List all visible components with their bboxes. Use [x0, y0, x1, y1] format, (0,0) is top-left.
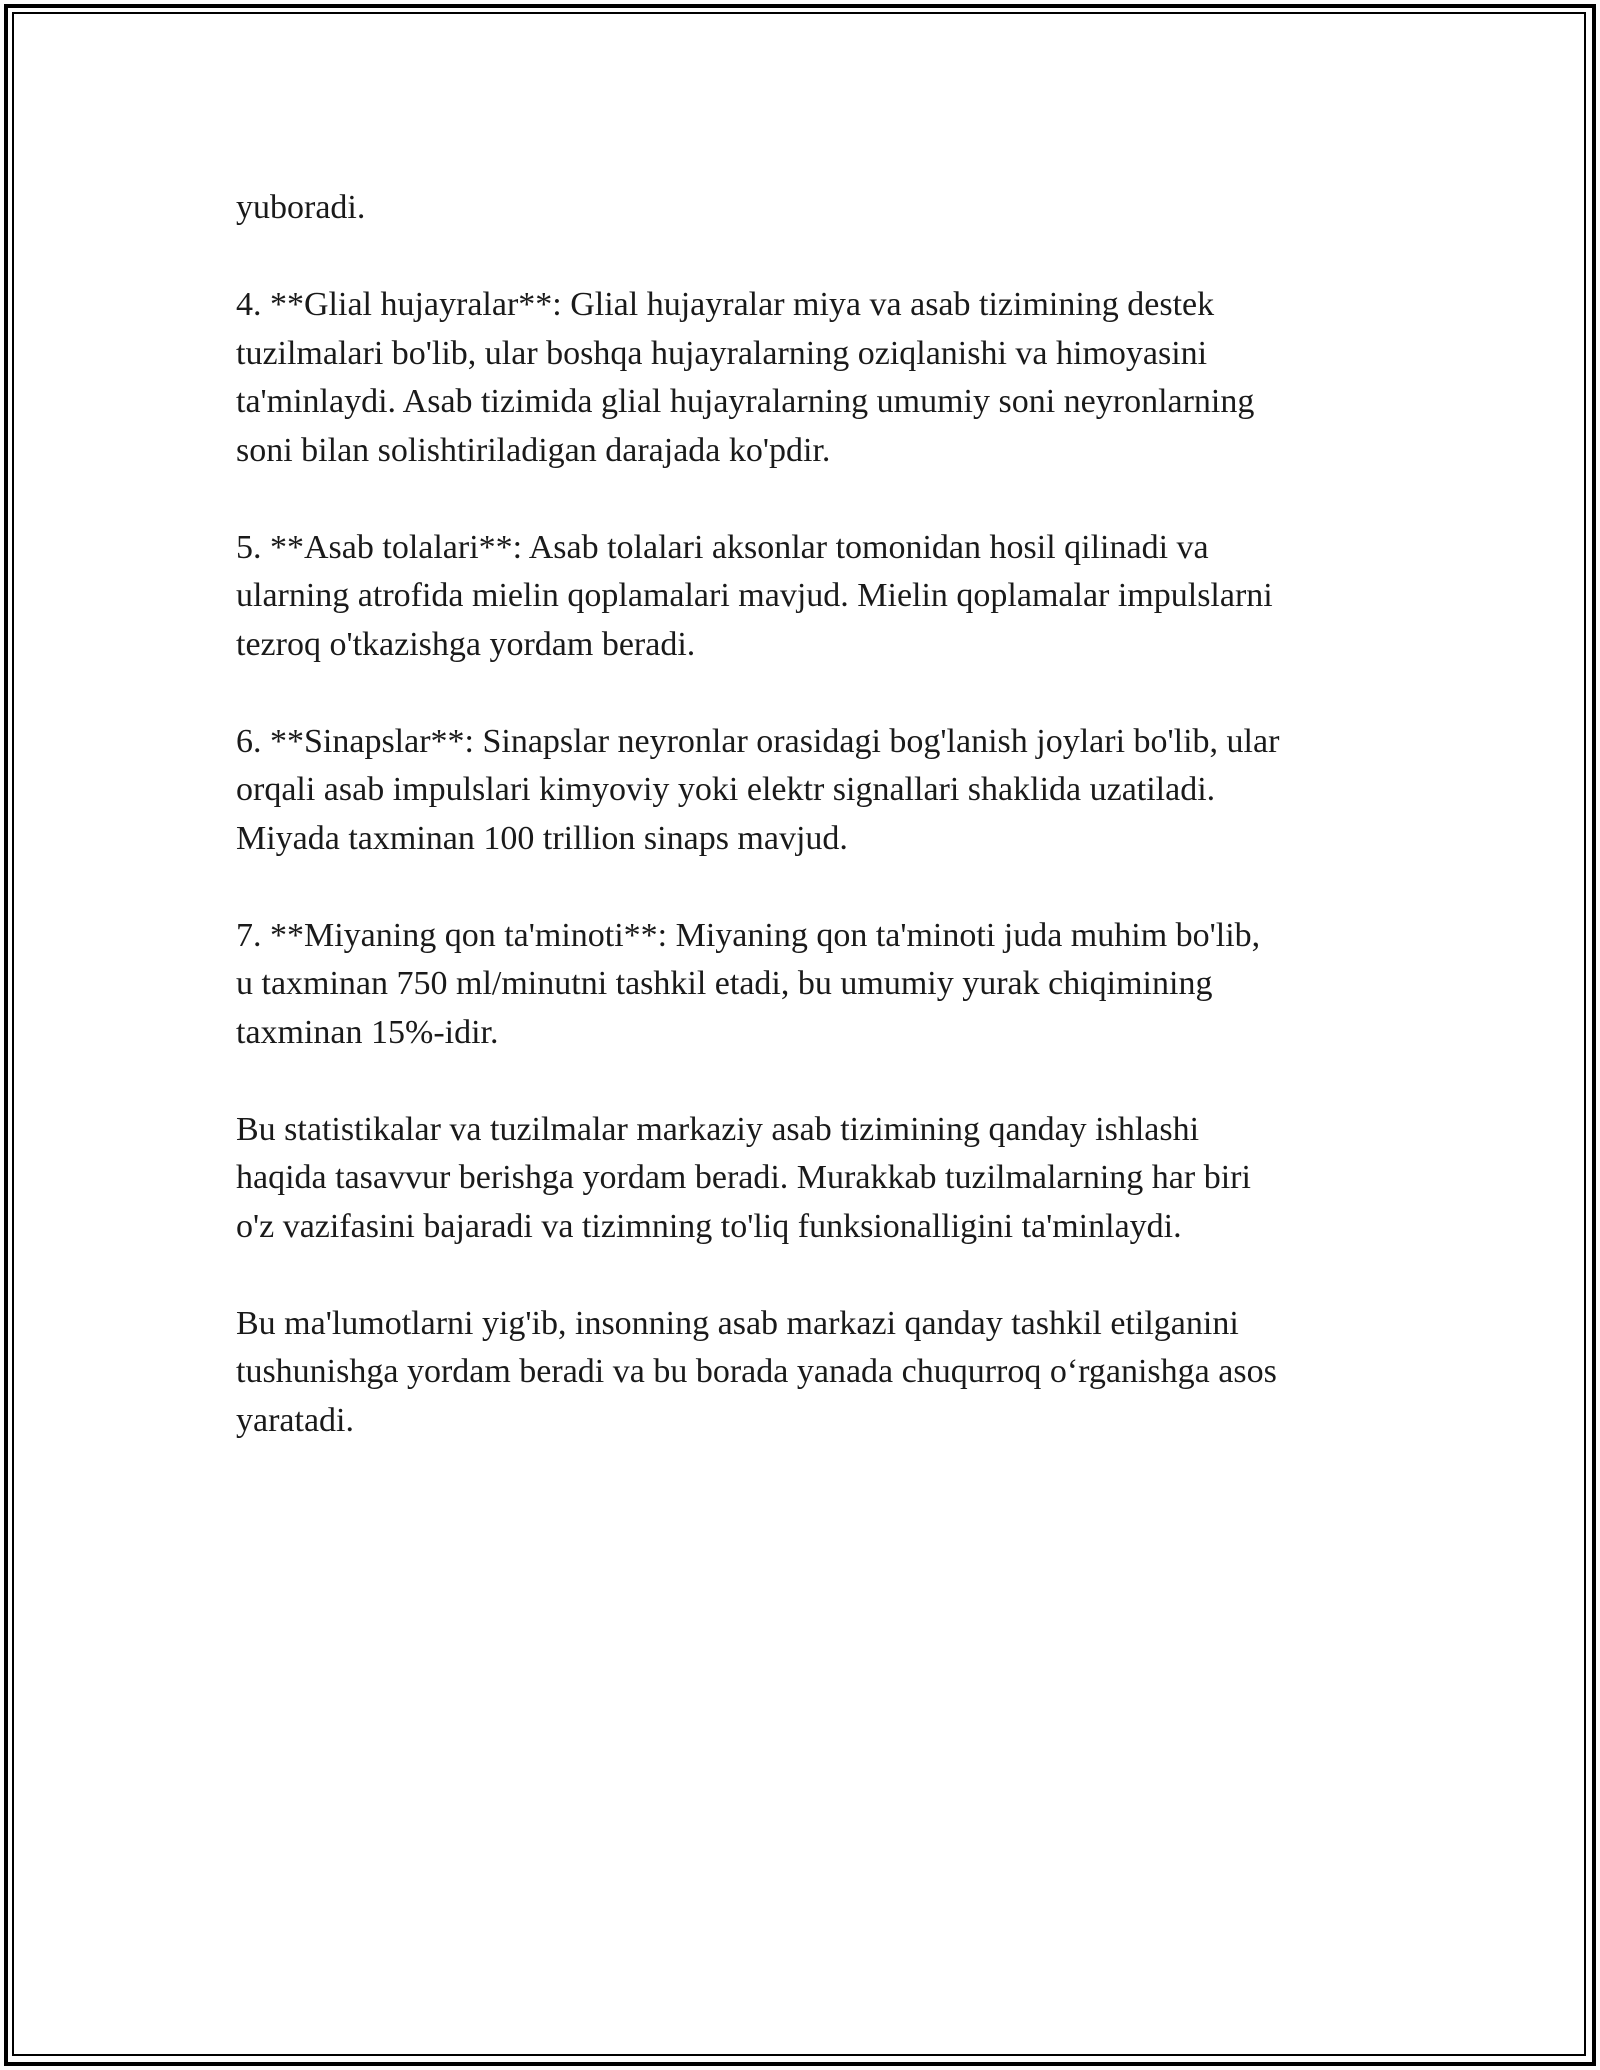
paragraph-continuation: yuboradi. [236, 189, 366, 226]
paragraph-glial-cells: 4. **Glial hujayralar**: Glial hujayralar miya va asab tizimining destek tuzilmalari bo'lib, ular boshqa hujayralarning oziqlanishi va himoyasini ta'minlaydi. Asab tizimida glial hujayralarning umumiy soni neyronlarning soni bilan solishtiriladigan darajada ko'pdir. [236, 286, 1255, 469]
paragraph-summary: Bu statistikalar va tuzilmalar markaziy asab tizimining qanday ishlashi haqida tasavvur berishga yordam beradi. Murakkab tuzilmalarning har biri o'z vazifasini bajaradi va tizimning to'liq funksionalligini ta'minlaydi. [236, 1110, 1251, 1245]
paragraph-blood-supply: 7. **Miyaning qon ta'minoti**: Miyaning qon ta'minoti juda muhim bo'lib, u taxminan 750 ml/minutni tashkil etadi, bu umumiy yurak chiqimining taxminan 15%-idir. [236, 916, 1261, 1051]
paragraph-nerve-fibers: 5. **Asab tolalari**: Asab tolalari aksonlar tomonidan hosil qilinadi va ularning atrofida mielin qoplamalari mavjud. Mielin qoplamalar impulslarni tezroq o'tkazishga yordam beradi. [236, 528, 1273, 663]
paragraph-conclusion: Bu ma'lumotlarni yig'ib, insonning asab markazi qanday tashkil etilganini tushunishga yordam beradi va bu borada yanada chuqurroq oʻrganishga asos yaratadi. [236, 1304, 1277, 1439]
paragraph-synapses: 6. **Sinapslar**: Sinapslar neyronlar orasidagi bog'lanish joylari bo'lib, ular orqali asab impulslari kimyoviy yoki elektr signallari shaklida uzatiladi. Miyada taxminan 100 trillion sinaps mavjud. [236, 722, 1280, 857]
document-body [236, 184, 1376, 1494]
